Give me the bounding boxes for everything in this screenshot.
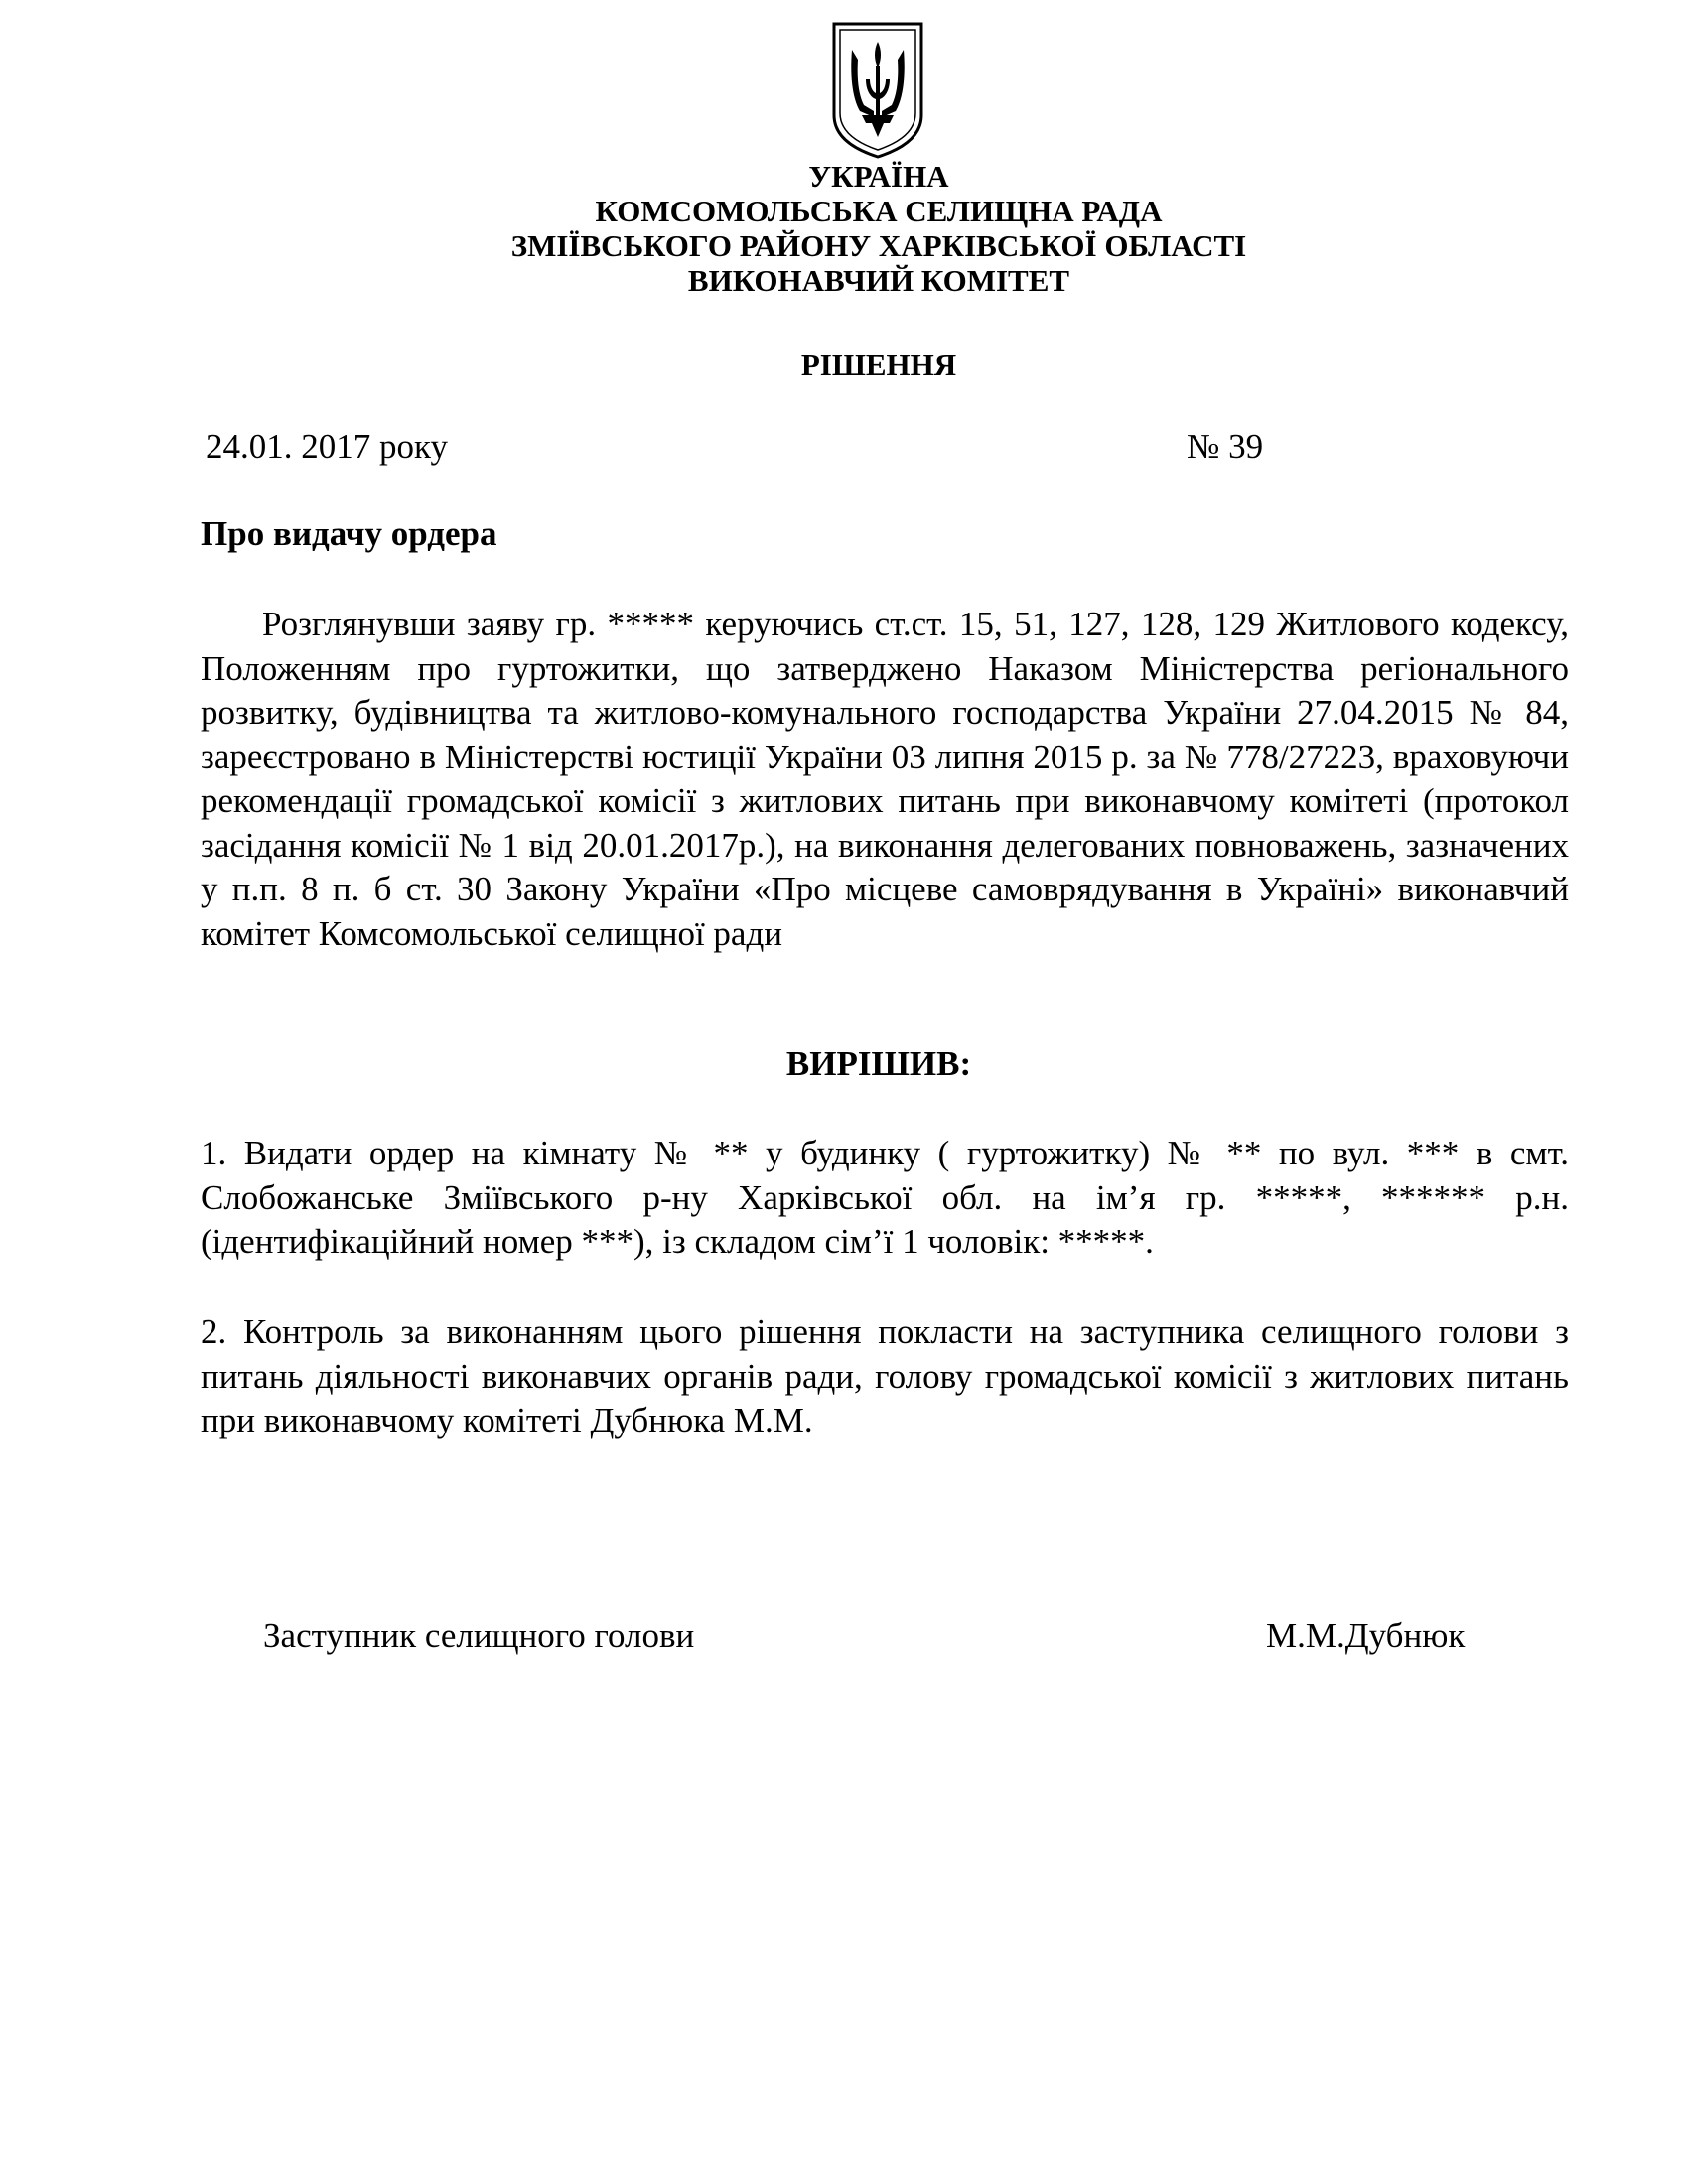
header-council: КОМСОМОЛЬСЬКА СЕЛИЩНА РАДА [595,194,1163,228]
header-committee: ВИКОНАВЧИЙ КОМІТЕТ [687,263,1070,298]
preamble-paragraph: Розглянувши заяву гр. ***** керуючись ст.ст. 15, 51, 127, 128, 129 Житлового кодексу, Положенням про гуртожитки, що затверджено Наказом Міністерства регіонального розвитку, будівництва та житлово-комунального господарства України 27.04.2015 № 84, зареєстровано в Міністерстві юстиції України 03 липня 2015 р. за № 778/27223, враховуючи рекомендації громадської комісії з житлових питань при виконавчому комітеті (протокол засідання комісії № 1 від 20.01.2017р.), на виконання делегованих повноважень, зазначених у п.п. 8 п. б ст. 30 Закону України «Про місцеве самоврядування в Україні» виконавчий комітет Комсомольської селищної ради [201,605,1569,953]
signature-title: Заступник селищного голови [263,1616,695,1655]
document-subject: Про видачу ордера [201,514,497,553]
document-date: 24.01. 2017 року [206,427,449,466]
decision-item-2: 2. Контроль за виконанням цього рішення покласти на заступника селищного голови з питань діяльності виконавчих органів ради, голову громадської комісії з житлових питань при виконавчому комітеті Дубнюка М.М. [201,1312,1569,1439]
header-country: УКРАЇНА [808,159,949,194]
coat-of-arms-icon [830,20,925,161]
document-type: РІШЕННЯ [800,347,957,382]
header-region: ЗМІЇВСЬКОГО РАЙОНУ ХАРКІВСЬКОЇ ОБЛАСТІ [510,228,1247,263]
signature-name: М.М.Дубнюк [1266,1616,1466,1655]
decision-heading: ВИРІШИВ: [785,1044,972,1083]
decision-item-1: 1. Видати ордер на кімнату № ** у будинку ( гуртожитку) № ** по вул. *** в смт. Слобожанське Зміївського р-ну Харківської обл. на ім’я гр. *****, ****** р.н. (ідентифікаційний номер ***), із складом сім’ї 1 чоловік: *****. [201,1134,1569,1261]
document-number: № 39 [1187,427,1264,466]
document-header [0,159,1688,298]
